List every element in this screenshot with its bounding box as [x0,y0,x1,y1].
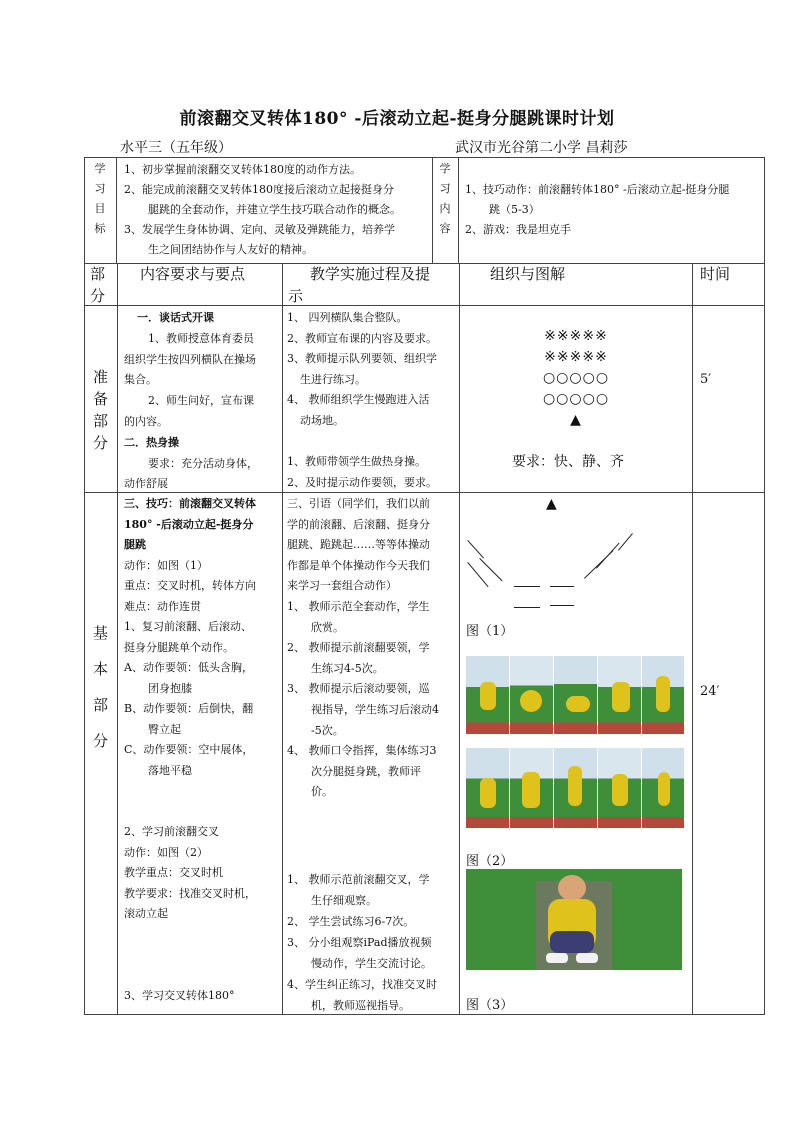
teacher-triangle-icon: ▲ [546,496,557,512]
photo-frame [466,656,509,734]
header-organization: 组织与图解 [490,265,566,283]
photo-frame [554,748,597,828]
prep-formation-diagram: ※※※※※ ※※※※※ ○○○○○ ○○○○○ ▲ [542,328,610,428]
basic-part-label: 基 本 部 分 [92,624,108,750]
prep-requirements: 一．谈话式开课 1、教师授意体育委员 组织学生按四列横队在操场 集合。 2、师生问好，宣布课 的内容。 二．热身操 要求：充分活动身体， 动作舒展 [124,311,258,491]
header-time: 时间 [700,265,731,283]
fig2-photo [466,869,682,970]
prep-requirement-text: 要求：快、静、齐 [512,454,624,470]
fig1-diagram [460,520,692,620]
basic-process-b: 1、 教师示范前滚翻交叉，学 生仔细观察。 2、 学生尝试练习6-7次。 3、 分小组观察iPad播放视频 慢动作，学生交流讨论。 4、学生纠正练习，找准交叉时 机，教师巡视指导。 [287,873,437,1012]
prep-process: 1、 四列横队集合整队。 2、教师宣布课的内容及要求。 3、教师提示队列要领、组织学 生进行练习。 4、 教师组织学生慢跑进入活 动场地。 1、教师带领学生做热身操。 2、及时提示动作要领，要求。 [287,311,437,489]
photo-frame [510,656,553,734]
objectives-label: 学 习 目 标 [94,162,106,235]
prep-time: 5′ [700,372,712,387]
photo-frame [642,748,684,828]
header-part: 部 分 [90,265,106,305]
basic-time: 24′ [700,684,720,699]
photo-frame [554,656,597,734]
basic-requirements: 三、技巧：前滚翻交叉转体 180° -后滚动立起-挺身分 腿跳 动作：如图（1） 重点：交叉时机，转体方向 难点：动作连贯 1、复习前滚翻、后滚动、 挺身分腿跳单个动作。 A、动作要领：低头含胸， 团身抱膝 B、动作要领：后倒快，翻 臀立起 C、动作要领：空中展体， 落地平稳 2、学习前滚翻交叉 动作：如图（2） 教学重点：交叉时机 教学要求：找准交叉时机， 滚动立起 3、学习交叉转体180° [124,497,256,1002]
fig2-label: 图（2） [466,854,514,869]
fig1-photo-strip-bottom [466,748,684,828]
photo-frame [510,748,553,828]
level-label: 水平三（五年级） [120,140,232,156]
basic-process-a: 三、引语（同学们，我们以前 学的前滚翻、后滚翻、挺身分 腿跳、跪跳起……等等体操动 作都是单个体操动作今天我们 来学习一套组合动作） 1、 教师示范全套动作，学生 欣赏。 2、 教师提示前滚翻要领，学 生练习4-5次。 3、 教师提示后滚动要领，巡 视指导，学生练习后滚动4 -5次。 4、 教师口令指挥，集体练习3 次分腿挺身跳，教师评 价。 [287,497,439,799]
photo-frame [598,656,641,734]
fig1-photo-strip-top [466,656,684,734]
objectives-text: 1、初步掌握前滚翻交叉转体180度的动作方法。 2、能完成前滚翻交叉转体180度接后滚动立起接挺身分 腿跳的全套动作，并建立学生技巧联合动作的概念。 3、发展学生身体协调、定向、灵敏及弹跳能力，培养学 生之间团结协作与人友好的精神。 [124,163,401,256]
fig3-label: 图（3） [466,998,514,1013]
photo-frame [642,656,684,734]
header-requirements: 内容要求与要点 [140,265,246,283]
content-label: 学 习 内 容 [439,162,451,235]
prep-part-label: 准 备 部 分 [92,368,108,452]
fig1-label: 图（1） [466,624,514,639]
school-teacher: 武汉市光谷第二小学 昌莉莎 [455,140,628,156]
photo-frame [466,748,509,828]
header-process: 教学实施过程及提 示 [288,265,431,305]
page-title: 前滚翻交叉转体180° -后滚动立起-挺身分腿跳课时计划 [179,109,615,129]
photo-frame [598,748,641,828]
content-text: 1、技巧动作：前滚翻转体180° -后滚动立起-挺身分腿 跳（5-3） 2、游戏：我是坦克手 [465,183,730,236]
